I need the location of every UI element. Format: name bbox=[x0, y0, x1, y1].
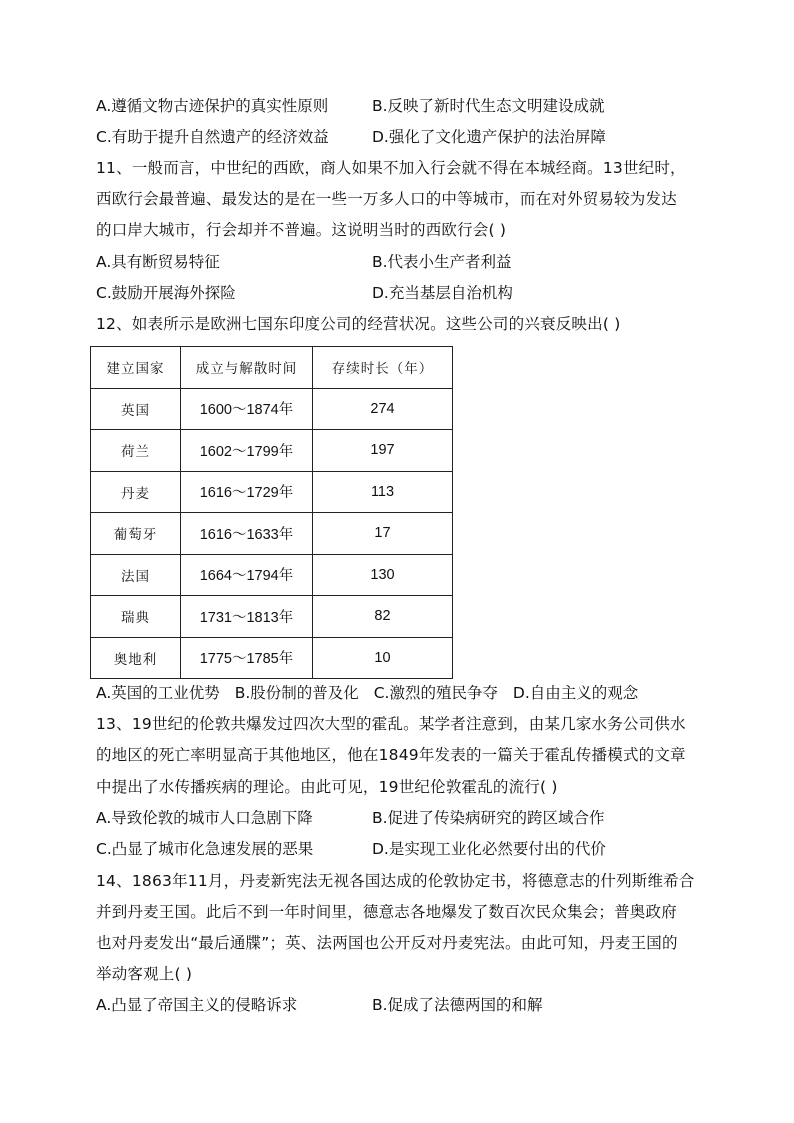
cell-duration: 10 bbox=[313, 637, 453, 679]
q11-stem-line-3: 的口岸大城市，行会却并不普遍。这说明当时的西欧行会( ) bbox=[96, 221, 507, 239]
q12-option-d: D.自由主义的观念 bbox=[512, 684, 639, 702]
table-row bbox=[91, 554, 453, 596]
q11-stem-line-1: 11、一般而言，中世纪的西欧，商人如果不加入行会就不得在本城经商。13世纪时， bbox=[96, 159, 686, 177]
cell-duration: 17 bbox=[313, 513, 453, 555]
cell-country: 英国 bbox=[91, 388, 181, 430]
q13-stem-line-1: 13、19世纪的伦敦共爆发过四次大型的霍乱。某学者注意到，由某几家水务公司供水 bbox=[96, 715, 686, 733]
cell-period: 1664～1794年 bbox=[181, 554, 313, 596]
cell-country: 瑞典 bbox=[91, 596, 181, 638]
q11-option-b: B.代表小生产者利益 bbox=[372, 253, 512, 271]
q12-option-c: C.激烈的殖民争夺 bbox=[373, 684, 498, 702]
cell-period: 1616～1633年 bbox=[181, 513, 313, 555]
cell-duration: 113 bbox=[313, 471, 453, 513]
cell-duration: 197 bbox=[313, 430, 453, 472]
q10-option-a: A.遵循文物古迹保护的真实性原则 bbox=[96, 97, 329, 115]
cell-country: 奥地利 bbox=[91, 637, 181, 679]
q11-option-d: D.充当基层自治机构 bbox=[372, 284, 513, 302]
q10-option-c: C.有助于提升自然遗产的经济效益 bbox=[96, 128, 329, 146]
q13-option-d: D.是实现工业化必然要付出的代价 bbox=[372, 840, 606, 858]
header-country: 建立国家 bbox=[91, 347, 181, 389]
cell-period: 1775～1785年 bbox=[181, 637, 313, 679]
table-row bbox=[91, 471, 453, 513]
q10-option-d: D.强化了文化遗产保护的法治屏障 bbox=[372, 128, 606, 146]
cell-country: 荷兰 bbox=[91, 430, 181, 472]
q12-stem: 12、如表所示是欧洲七国东印度公司的经营状况。这些公司的兴衰反映出( ) bbox=[96, 315, 621, 333]
table-header-row bbox=[91, 347, 453, 389]
q11-option-c: C.鼓励开展海外探险 bbox=[96, 284, 236, 302]
q13-stem-line-2: 的地区的死亡率明显高于其他地区，他在1849年发表的一篇关于霍乱传播模式的文章 bbox=[96, 746, 686, 764]
cell-period: 1616～1729年 bbox=[181, 471, 313, 513]
q14-option-b: B.促成了法德两国的和解 bbox=[372, 996, 543, 1014]
q10-option-b: B.反映了新时代生态文明建设成就 bbox=[372, 97, 605, 115]
cell-period: 1600～1874年 bbox=[181, 388, 313, 430]
cell-period: 1602～1799年 bbox=[181, 430, 313, 472]
q14-stem-line-3: 也对丹麦发出“最后通牒”；英、法两国也公开反对丹麦宪法。由此可知，丹麦王国的 bbox=[96, 934, 678, 952]
cell-country: 葡萄牙 bbox=[91, 513, 181, 555]
cell-duration: 82 bbox=[313, 596, 453, 638]
cell-duration: 130 bbox=[313, 554, 453, 596]
table-row bbox=[91, 430, 453, 472]
q12-option-b: B.股份制的普及化 bbox=[234, 684, 359, 702]
q13-stem-line-3: 中提出了水传播疾病的理论。由此可见，19世纪伦敦霍乱的流行( ) bbox=[96, 778, 558, 796]
q11-stem-line-2: 西欧行会最普遍、最发达的是在一些一万多人口的中等城市，而在对外贸易较为发达 bbox=[96, 190, 677, 208]
q13-option-b: B.促进了传染病研究的跨区域合作 bbox=[372, 809, 605, 827]
header-period: 成立与解散时间 bbox=[181, 347, 313, 389]
q13-option-a: A.导致伦敦的城市人口急剧下降 bbox=[96, 809, 313, 827]
cell-period: 1731～1813年 bbox=[181, 596, 313, 638]
q14-stem-line-1: 14、1863年11月，丹麦新宪法无视各国达成的伦敦协定书，将德意志的什列斯维希合 bbox=[96, 872, 695, 890]
q12-option-a: A.英国的工业优势 bbox=[96, 684, 220, 702]
table-row bbox=[91, 596, 453, 638]
q14-option-a: A.凸显了帝国主义的侵略诉求 bbox=[96, 996, 298, 1014]
q12-options bbox=[96, 683, 648, 703]
q11-option-a: A.具有断贸易特征 bbox=[96, 253, 220, 271]
cell-country: 丹麦 bbox=[91, 471, 181, 513]
east-india-companies-table bbox=[90, 346, 453, 679]
header-duration: 存续时长（年） bbox=[313, 347, 453, 389]
table-row bbox=[91, 637, 453, 679]
cell-country: 法国 bbox=[91, 554, 181, 596]
q14-stem-line-2: 并到丹麦王国。此后不到一年时间里，德意志各地爆发了数百次民众集会；普奥政府 bbox=[96, 903, 677, 921]
cell-duration: 274 bbox=[313, 388, 453, 430]
table-row bbox=[91, 388, 453, 430]
q13-option-c: C.凸显了城市化急速发展的恶果 bbox=[96, 840, 314, 858]
q14-stem-line-4: 举动客观上( ) bbox=[96, 965, 193, 983]
table-row bbox=[91, 513, 453, 555]
